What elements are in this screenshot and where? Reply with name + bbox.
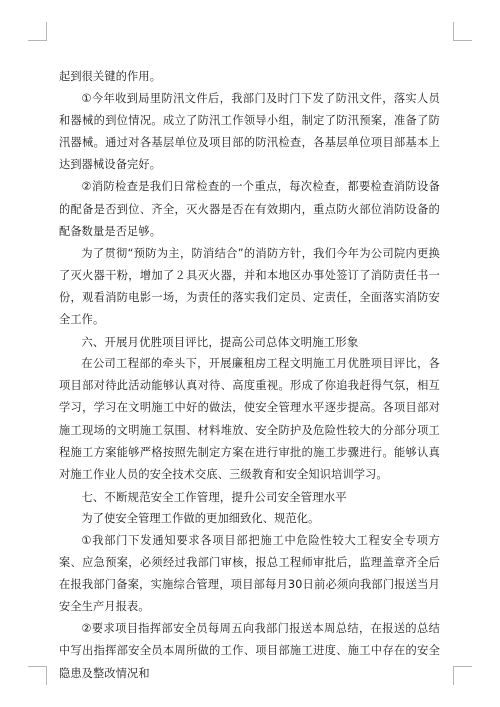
section-heading-7: 七、不断规范安全工作管理，提升公司安全管理水平	[81, 489, 347, 504]
paragraph-project-evaluation: 在公司工程部的牵头下，开展廉租房工程文明施工月优胜项目评比，各项目部对待此活动能够认真对待、高度重视。形成了你追我赶得气氛，相互学习，学习在文明施工中好的做法，使安全管理水平逐步提高。各项目部对施工现场的文明施工氛围、材料堆放、安全防护及危险性较大的分部分项工程施工方案能够严格按照先制定方案在进行审批的施工步骤进行。能够认真对施工作业人员的安全技术交底、三级教育和安全知识培训学习。	[59, 357, 440, 481]
paragraph-weekly-report: ②要求项目指挥部安全员每周五向我部门报送本周总结，在报送的总结中写出指挥部安全员本周所做的工作、项目部施工进度、施工中存在的安全隐患及整改情况和	[59, 622, 440, 680]
paragraph-flood-control: ①今年收到局里防汛文件后，我部门及时门下发了防汛文件，落实人员和器械的到位情况。成立了防汛工作领导小组，制定了防汛预案，准备了防汛器械。通过对各基层单位及项目部的防汛检查，各基层单位项目部基本上达到器械设备完好。	[59, 92, 440, 172]
section-heading-6: 六、开展月优胜项目评比，提高公司总体文明施工形象	[81, 335, 359, 350]
crop-mark-top-right	[453, 22, 472, 41]
crop-mark-top-left	[28, 22, 47, 41]
paragraph-fire-inspection: ②消防检查是我们日常检查的一个重点，每次检查，都要检查消防设备的配备是否到位、齐全，灭火器是否在有效期内，重点防火部位消防设备的配备数量是否足够。	[59, 180, 440, 238]
paragraph-safety-standardization: 为了使安全管理工作做的更加细致化、规范化。	[81, 511, 320, 525]
paragraph-continuation: 起到很关键的作用。	[59, 70, 162, 83]
crop-mark-bottom-right	[453, 666, 472, 685]
document-body	[59, 66, 440, 685]
paragraph-fire-policy: 为了贯彻“预防为主，防消结合”的消防方针，我们今年为公司院内更换了灭火器干粉，增加了２具灭火器，并和本地区办事处签订了消防责任书一份，观看消防电影一场，为责任的落实我们定员、定责任，全面落实消防安全工作。	[59, 246, 440, 327]
crop-mark-bottom-left	[28, 666, 47, 685]
paragraph-plan-approval: ①我部门下发通知要求各项目部把施工中危险性较大工程安全专项方案、应急预案，必须经过我部门审核，报总工程师审批后，监理盖章齐全后在报我部门备案，实施综合管理，项目部每月30日前必须向我部门报送当月安全生产月报表。	[59, 533, 440, 614]
